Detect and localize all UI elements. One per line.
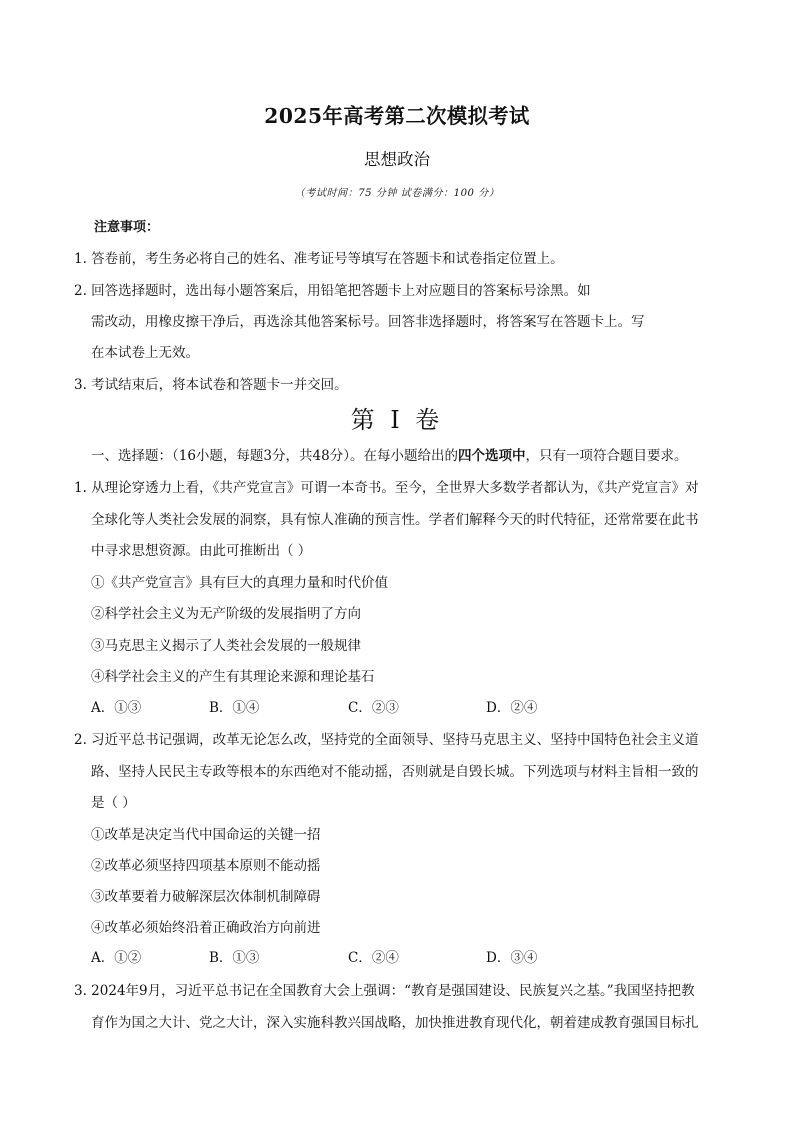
question-2-option-a[interactable]: A．①② <box>91 950 142 966</box>
section-instruction <box>91 444 687 464</box>
instruction-bold: 四个选项中 <box>457 448 526 464</box>
question-1-statement-1: ①《共产党宣言》具有巨大的真理力量和时代价值 <box>91 575 388 591</box>
notes-heading: 注意事项： <box>94 220 160 235</box>
section-title: 第 I 卷 <box>350 406 444 434</box>
note-item-3: 3. 考试结束后，将本试卷和答题卡一并交回。 <box>74 377 348 393</box>
note-item-2-cont: 需改动，用橡皮擦干净后，再选涂其他答案标号。回答非选择题时，将答案写在答题卡上。写 <box>91 314 645 330</box>
question-3-line-1: 3. 2024年9月，习近平总书记在全国教育大会上强调：“教育是强国建设、民族复兴之基。”我国坚持把教 <box>74 983 695 999</box>
subject-title: 思想政治 <box>363 150 431 169</box>
question-2-statement-1: ①改革是决定当代中国命运的关键一招 <box>91 827 321 843</box>
exam-info: （考试时间：75 分钟 试卷满分：100 分） <box>294 188 500 199</box>
question-2-statement-2: ②改革必须坚持四项基本原则不能动摇 <box>91 858 321 874</box>
instruction-suffix: ，只有一项符合题目要求。 <box>525 448 688 464</box>
question-2-line-1: 2. 习近平总书记强调，改革无论怎么改，坚持党的全面领导、坚持马克思主义、坚持中国特色社会主义道 <box>74 732 699 748</box>
question-1-option-c[interactable]: C．②③ <box>348 700 399 716</box>
note-item-1: 1. 答卷前，考生务必将自己的姓名、准考证号等填写在答题卡和试卷指定位置上。 <box>74 251 564 267</box>
question-1-statement-4: ④科学社会主义的产生有其理论来源和理论基石 <box>91 669 375 685</box>
question-2-line-2: 路、坚持人民民主专政等根本的东西绝对不能动摇，否则就是自毁长城。下列选项与材料主旨相一致的 <box>91 764 699 780</box>
note-item-2: 2. 回答选择题时，选出每小题答案后，用铅笔把答题卡上对应题目的答案标号涂黑。如 <box>74 283 591 299</box>
question-3-line-2: 育作为国之大计、党之大计，深入实施科教兴国战略，加快推进教育现代化，朝着建成教育强国目标扎 <box>91 1015 699 1031</box>
question-2-line-3: 是（ ） <box>91 795 136 811</box>
instruction-prefix: 一、选择题：（16小题，每题3分，共48分）。在每小题给出的 <box>91 448 458 464</box>
question-2-statement-4: ④改革必须始终沿着正确政治方向前进 <box>91 920 321 936</box>
question-2-option-b[interactable]: B．①③ <box>209 950 260 966</box>
question-1-option-d[interactable]: D．②④ <box>486 700 538 716</box>
question-1-line-2: 全球化等人类社会发展的洞察，具有惊人准确的预言性。学者们解释今天的时代特征，还常常要在此书 <box>91 512 699 528</box>
question-2-statement-3: ③改革要着力破解深层次体制机制障碍 <box>91 889 321 905</box>
note-item-2-cont2: 在本试卷上无效。 <box>91 345 199 361</box>
question-1-statement-2: ②科学社会主义为无产阶级的发展指明了方向 <box>91 606 361 622</box>
page-title: 2025年高考第二次模拟考试 <box>264 104 530 128</box>
question-1-line-3: 中寻求思想资源。由此可推断出（ ） <box>91 543 312 559</box>
question-2-option-d[interactable]: D．③④ <box>486 950 538 966</box>
question-1-option-a[interactable]: A．①③ <box>91 700 142 716</box>
question-1-option-b[interactable]: B．①④ <box>209 700 260 716</box>
question-1-line-1: 1. 从理论穿透力上看，《共产党宣言》可谓一本奇书。至今，全世界大多数学者都认为，《共产党宣言》对 <box>74 480 699 496</box>
question-2-option-c[interactable]: C．②④ <box>348 950 399 966</box>
question-1-statement-3: ③马克思主义揭示了人类社会发展的一般规律 <box>91 638 361 654</box>
